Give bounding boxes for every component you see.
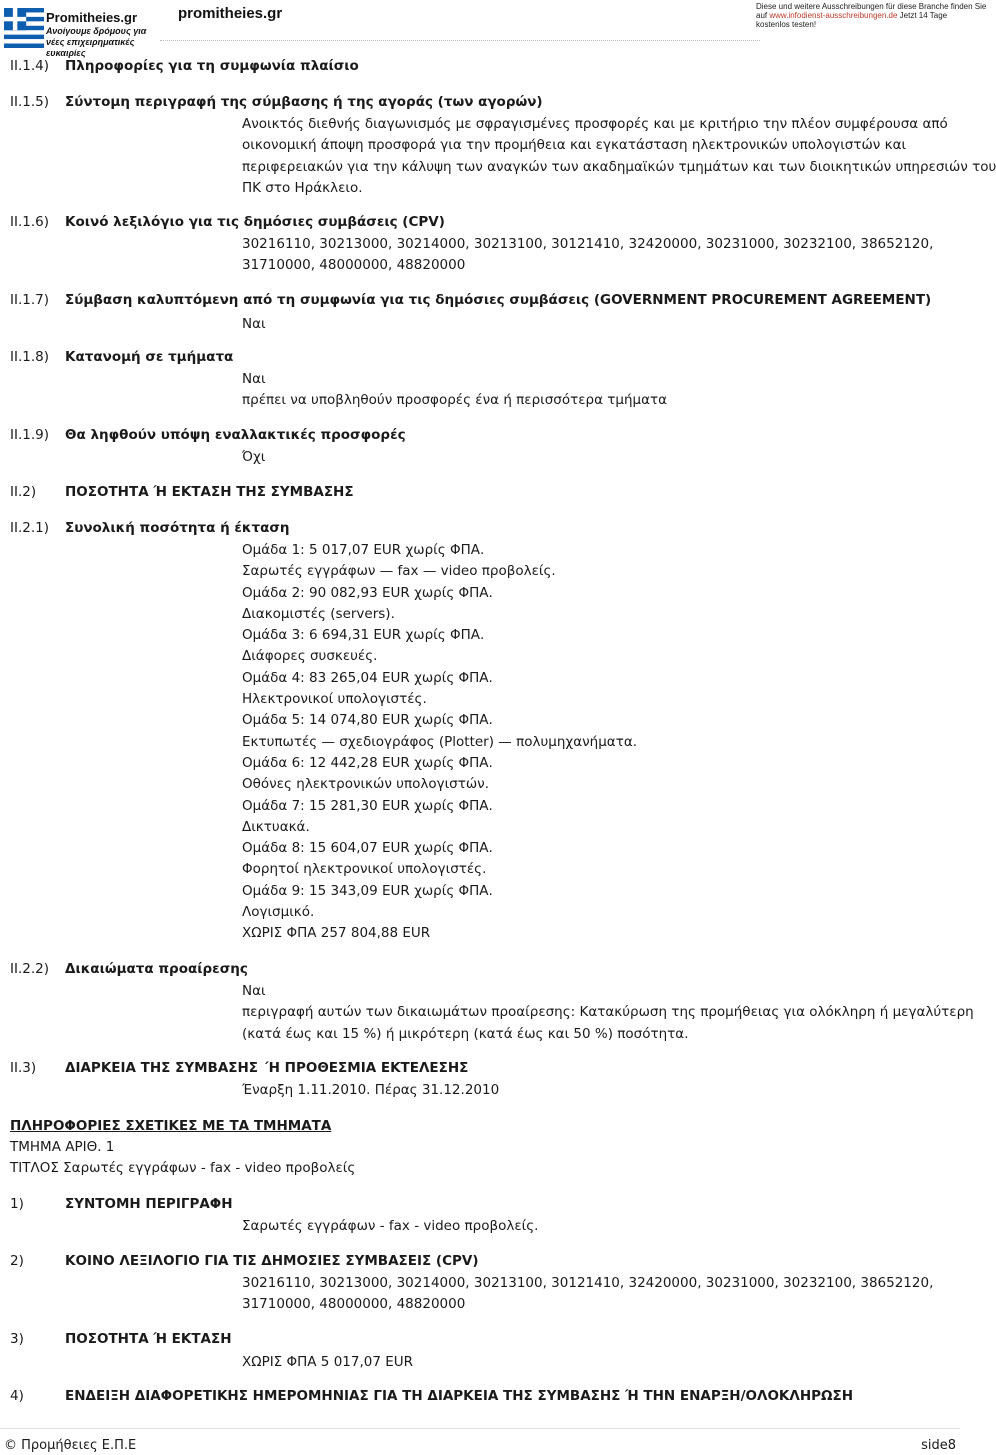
body-line: περιφερειακών για την κάλυψη των αναγκών των ακαδημαϊκών τμημάτων και των διοικητικών υπηρεσιών του	[242, 158, 996, 175]
section-ii-1-9-body	[242, 447, 265, 468]
page-header	[0, 0, 987, 58]
footer-page-label: side8	[921, 1438, 956, 1453]
page-footer	[0, 1428, 960, 1453]
body-line: ΠΚ στο Ηράκλειο.	[242, 179, 363, 196]
item-number: 4)	[10, 1388, 24, 1404]
section-number: II.1.9)	[10, 427, 49, 443]
item-title: ΕΝΔΕΙΞΗ ΔΙΑΦΟΡΕΤΙΚΗΣ ΗΜΕΡΟΜΗΝΙΑΣ ΓΙΑ ΤΗ ΔΙΑΡΚΕΙΑ ΤΗΣ ΣΥΜΒΑΣΗΣ Ή ΤΗΝ ΕΝΑΡΞΗ/ΟΛΟΚΛΗΡΩΣΗ	[65, 1388, 854, 1404]
body-line: Ανοικτός διεθνής διαγωνισμός με σφραγισμένες προσφορές και με κριτήριο την πλέον συμφέρουσα από	[242, 116, 948, 132]
section-ii-2-2-body	[242, 981, 974, 1045]
section-ii-1-6-body	[242, 234, 933, 277]
ad-line-1: Diese und weitere Ausschreibungen für diese Branche finden Sie	[756, 2, 987, 11]
body-line: Διακομιστές (servers).	[242, 605, 395, 622]
section-title: Κοινό λεξιλόγιο για τις δημόσιες συμβάσεις (CPV)	[65, 214, 445, 230]
body-line: Οθόνες ηλεκτρονικών υπολογιστών.	[242, 776, 489, 793]
lot-item-3-body	[242, 1352, 413, 1373]
section-number: II.2.1)	[10, 520, 49, 536]
header-divider	[160, 40, 760, 41]
body-line: Λογισμικό.	[242, 904, 315, 921]
section-title: Πληροφορίες για τη συμφωνία πλαίσιο	[65, 58, 359, 74]
site-name-link[interactable]: promitheies.gr	[178, 5, 283, 22]
section-number: II.1.5)	[10, 94, 49, 110]
greek-flag-logo-icon	[4, 8, 44, 48]
body-line: Εκτυπωτές — σχεδιογράφος (Plotter) — πολυμηχανήματα.	[242, 733, 638, 750]
section-ii-1-5-body	[242, 114, 996, 199]
footer-copyright: © Προμήθειες Ε.Π.Ε	[4, 1438, 137, 1453]
section-number: II.2)	[10, 484, 37, 500]
body-line: Έναρξη 1.11.2010. Πέρας 31.12.2010	[242, 1082, 500, 1098]
item-number: 3)	[10, 1331, 24, 1347]
body-line: περιγραφή αυτών των δικαιωμάτων προαίρεσης: Κατακύρωση της προμήθειας για ολόκληρη ή μεγαλύτερη	[242, 1004, 974, 1021]
item-title: ΠΟΣΟΤΗΤΑ Ή ΕΚΤΑΣΗ	[65, 1331, 232, 1347]
body-line: Δικτυακά.	[242, 818, 310, 835]
section-ii-3-body	[242, 1080, 499, 1101]
advertisement-box	[756, 2, 987, 29]
section-title: Σύντομη περιγραφή της σύμβασης ή της αγοράς (των αγορών)	[65, 94, 543, 110]
body-line: Ομάδα 1: 5 017,07 EUR χωρίς ΦΠΑ.	[242, 542, 485, 558]
lot-item-2-body	[242, 1273, 933, 1316]
item-title: ΚΟΙΝΟ ΛΕΞΙΛΟΓΙΟ ΓΙΑ ΤΙΣ ΔΗΜΟΣΙΕΣ ΣΥΜΒΑΣΕΙΣ (CPV)	[65, 1253, 479, 1269]
lots-heading: ΠΛΗΡΟΦΟΡΙΕΣ ΣΧΕΤΙΚΕΣ ΜΕ ΤΑ ΤΜΗΜΑΤΑ	[10, 1118, 332, 1134]
body-line: 31710000, 48000000, 48820000	[242, 1296, 466, 1313]
body-line: Ομάδα 8: 15 604,07 EUR χωρίς ΦΠΑ.	[242, 840, 493, 857]
body-line: Ομάδα 2: 90 082,93 EUR χωρίς ΦΠΑ.	[242, 584, 493, 601]
body-line: (κατά έως και 15 %) ή μικρότερη (κατά έως και 50 %) ποσότητα.	[242, 1025, 689, 1042]
section-ii-1-8-body	[242, 369, 667, 412]
section-title: ΔΙΑΡΚΕΙΑ ΤΗΣ ΣΥΜΒΑΣΗΣ ΄Η ΠΡΟΘΕΣΜΙΑ ΕΚΤΕΛΕΣΗΣ	[65, 1060, 469, 1076]
ad-text: Jetzt 14 Tage	[897, 11, 948, 20]
body-line: 31710000, 48000000, 48820000	[242, 257, 466, 274]
section-number: II.2.2)	[10, 961, 49, 977]
logo-tagline: Ανοίγουμε δρόμους για νέες επιχειρηματικές ευκαιρίες	[46, 26, 147, 58]
item-number: 1)	[10, 1196, 24, 1212]
ad-line-2	[756, 11, 960, 20]
body-line: Σαρωτές εγγράφων - fax - video προβολείς.	[242, 1218, 539, 1234]
section-number: II.1.4)	[10, 58, 49, 74]
body-line: οικονομική άποψη προσφορά για την προμήθεια και εγκατάσταση ηλεκτρονικών υπολογιστών και	[242, 137, 907, 154]
ad-line-3: kostenlos testen!	[756, 20, 817, 29]
section-ii-2-1-body	[242, 540, 637, 945]
logo-name: Promitheies.gr	[46, 10, 138, 25]
body-line: πρέπει να υποβληθούν προσφορές ένα ή περισσότερα τμήματα	[242, 392, 668, 409]
body-line: Ναι	[242, 371, 266, 387]
section-title: Σύμβαση καλυπτόμενη από τη συμφωνία για τις δημόσιες συμβάσεις (GOVERNMENT PROCUREMENT AGREEMENT)	[65, 292, 932, 308]
body-line: Ομάδα 3: 6 694,31 EUR χωρίς ΦΠΑ.	[242, 627, 485, 644]
body-line: Διάφορες συσκευές.	[242, 648, 378, 665]
item-title: ΣΥΝΤΟΜΗ ΠΕΡΙΓΡΑΦΗ	[65, 1196, 233, 1212]
body-line: 30216110, 30213000, 30214000, 30213100, 30121410, 32420000, 30231000, 30232100, 38652120,	[242, 236, 934, 252]
body-line: Ηλεκτρονικοί υπολογιστές.	[242, 691, 427, 708]
section-title: Κατανομή σε τμήματα	[65, 349, 234, 365]
ad-link[interactable]: www.infodienst-ausschreibungen.de	[769, 11, 898, 20]
body-line: ΧΩΡΙΣ ΦΠΑ 5 017,07 EUR	[242, 1354, 414, 1370]
section-title: Συνολική ποσότητα ή έκταση	[65, 520, 290, 536]
lot-item-1-body	[242, 1216, 538, 1237]
section-number: II.1.8)	[10, 349, 49, 365]
body-line: Ομάδα 7: 15 281,30 EUR χωρίς ΦΠΑ.	[242, 797, 493, 814]
body-line: ΧΩΡΙΣ ΦΠΑ 257 804,88 EUR	[242, 925, 431, 942]
lot-title: ΤΙΤΛΟΣ Σαρωτές εγγράφων - fax - video προβολείς	[10, 1160, 356, 1176]
item-number: 2)	[10, 1253, 24, 1269]
section-ii-1-7-body	[242, 314, 266, 335]
lot-number: ΤΜΗΜΑ ΑΡΙΘ. 1	[10, 1139, 115, 1155]
body-line: Σαρωτές εγγράφων — fax — video προβολείς.	[242, 563, 556, 580]
body-line: 30216110, 30213000, 30214000, 30213100, 30121410, 32420000, 30231000, 30232100, 38652120,	[242, 1275, 934, 1291]
section-number: II.1.7)	[10, 292, 49, 308]
body-line: Ομάδα 9: 15 343,09 EUR χωρίς ΦΠΑ.	[242, 882, 493, 899]
body-line: Ναι	[242, 983, 266, 999]
body-line: Ναι	[242, 316, 266, 332]
section-number: II.1.6)	[10, 214, 49, 230]
section-title: Δικαιώματα προαίρεσης	[65, 961, 248, 977]
body-line: Ομάδα 5: 14 074,80 EUR χωρίς ΦΠΑ.	[242, 712, 493, 729]
body-line: Ομάδα 4: 83 265,04 EUR χωρίς ΦΠΑ.	[242, 669, 493, 686]
section-number: II.3)	[10, 1060, 37, 1076]
section-title: ΠΟΣΟΤΗΤΑ Ή ΕΚΤΑΣΗ ΤΗΣ ΣΥΜΒΑΣΗΣ	[65, 484, 354, 500]
body-line: Όχι	[242, 449, 266, 465]
section-title: Θα ληφθούν υπόψη εναλλακτικές προσφορές	[65, 427, 406, 443]
body-line: Φορητοί ηλεκτρονικοί υπολογιστές.	[242, 861, 487, 878]
body-line: Ομάδα 6: 12 442,28 EUR χωρίς ΦΠΑ.	[242, 754, 493, 771]
ad-text: auf	[756, 11, 770, 20]
